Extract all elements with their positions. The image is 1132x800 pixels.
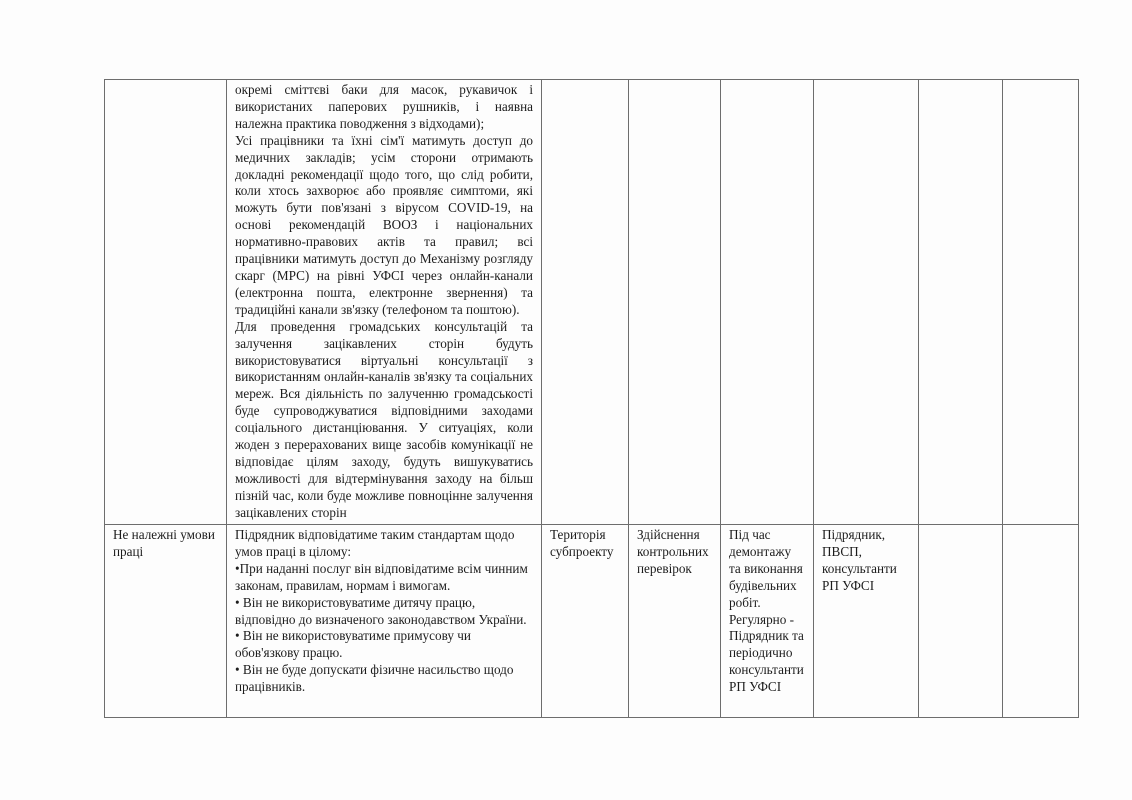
measures-paragraph: Усі працівники та їхні сім'ї матимуть доступ до медичних закладів; усім сторони отримають докладні рекомендації щодо того, що слід робити, коли хтось захворює або проявляє симптоми, які можуть бути пов'язані з вірусом COVID-19, на основі рекомендацій ВООЗ і національних нормативно-правових актів та правил; всі працівники матимуть доступ до Механізму розгляду скарг (МРС) на рівні УФСІ через онлайн-канали (електронна пошта, електронне звернення) та традиційні канали зв'язку (телефоном та поштою). [235, 132, 533, 317]
notes-cell [1003, 80, 1079, 525]
monitoring-cell [629, 80, 721, 525]
notes-cell [1003, 525, 1079, 718]
timing-cell: Під час демонтажу та виконання будівельних робіт. Регулярно - Підрядник та періодично консультанти РП УФСІ [721, 525, 814, 718]
measures-bullet: • Він не використовуватиме дитячу працю, відповідно до визначеного законодавством України. [235, 594, 527, 627]
responsible-cell [814, 80, 919, 525]
table-row [105, 525, 1079, 718]
table-row [105, 80, 1079, 525]
responsible-cell: Підрядник, ПВСП, консультанти РП УФСІ [814, 525, 919, 718]
measures-bullet: • Він не буде допускати фізичне насильство щодо працівників. [235, 662, 514, 695]
measures-cell [227, 80, 542, 525]
measures-cell [227, 525, 542, 718]
cost-cell [919, 525, 1003, 718]
cost-cell [919, 80, 1003, 525]
measures-paragraph: окремі сміттєві баки для масок, рукавичок і використаних паперових рушників, і наявна належна практика поводження з відходами); [235, 82, 533, 131]
risk-cell [105, 80, 227, 525]
location-cell: Територія субпроекту [542, 525, 629, 718]
measures-paragraph: Для проведення громадських консультацій та залучення зацікавлених сторін будуть використовуватися віртуальні консультації з використанням онлайн-каналів зв'язку та соціальних мереж. Вся діяльність по залученню громадськості буде супроводжуватися відповідними заходами соціального дистанціювання. У ситуаціях, коли жоден з перерахованих вище засобів комунікації не відповідає цілям заходу, будуть вишукуватись можливості для відтермінування заходу на більш пізній час, коли буде можливе повноцінне залучення зацікавлених сторін [235, 318, 533, 520]
risk-cell: Не належні умови праці [105, 525, 227, 718]
measures-table [104, 79, 1079, 718]
monitoring-cell: Здійснення контрольних перевірок [629, 525, 721, 718]
measures-bullet: • Він не використовуватиме примусову чи обов'язкову працю. [235, 628, 471, 661]
measures-intro: Підрядник відповідатиме таким стандартам щодо умов праці в цілому: [235, 527, 515, 559]
location-cell [542, 80, 629, 525]
timing-cell [721, 80, 814, 525]
measures-bullet: •При наданні послуг він відповідатиме всім чинним законам, правилам, нормам і вимогам. [235, 560, 528, 593]
